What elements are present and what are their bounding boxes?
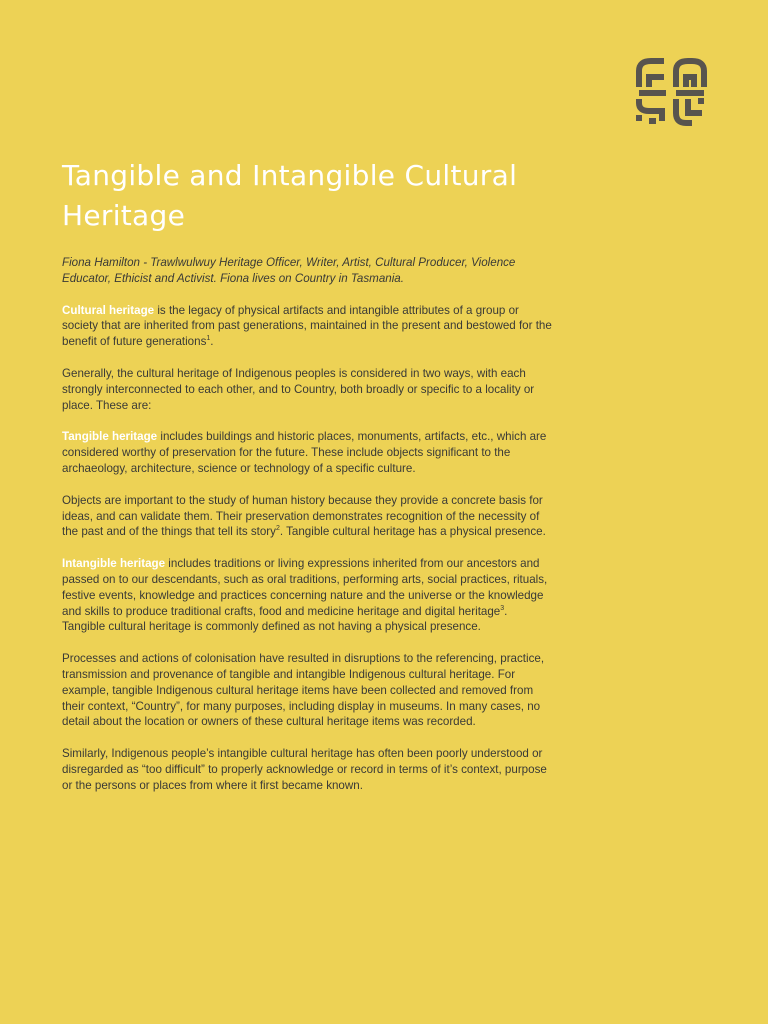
term-tangible-heritage: Tangible heritage: [62, 430, 158, 444]
logo-icon: [634, 57, 708, 127]
footnote-marker: 3: [500, 604, 505, 612]
author-byline: Fiona Hamilton - Trawlwulwuy Heritage Officer, Writer, Artist, Cultural Producer, Violence Educator, Ethicist and Activist. Fiona lives on Country in Tasmania.: [62, 256, 516, 285]
paragraph-text: .: [210, 335, 214, 349]
paragraph-text: Objects are important to the study of human history because they provide a concrete basis for ideas, and can validate them. Their preservation demonstrates recognition of the necessity of the past and of the things that tell its story: [62, 493, 543, 539]
paragraph-text: Generally, the cultural heritage of Indigenous peoples is considered in two ways, with each strongly interconnected to each other, and to Country, both broadly or specific to a locality or place. These are:: [62, 366, 535, 412]
paragraph-text: includes traditions or living expressions inherited from our ancestors and passed on to our descendants, such as oral traditions, performing arts, social practices, rituals, festive events, knowledge and practices concerning nature and the universe or the knowledge and skills to produce traditional crafts, food and medicine heritage and digital heritage: [62, 557, 548, 618]
paragraph-text: Similarly, Indigenous people’s intangible cultural heritage has often been poorly understood or disregarded as “too difficult” to properly acknowledge or record in terms of it’s context, purpose or the persons or places from where it first became known.: [62, 747, 547, 792]
paragraph-text: is the legacy of physical artifacts and intangible attributes of a group or society that are inherited from past generations, maintained in the present and bestowed for the benefit of future generations: [62, 303, 552, 349]
footnote-marker: 2: [275, 525, 280, 533]
page-title: Tangible and Intangible Cultural Heritage: [62, 159, 518, 232]
article-body: [62, 255, 552, 810]
paragraph-tangible-heritage: [62, 429, 552, 476]
term-intangible-heritage: Intangible heritage: [62, 557, 166, 571]
paragraph-text: includes buildings and historic places, monuments, artifacts, etc., which are considered worthy of preservation for the future. These include objects significant to the archaeology, architecture, science or technology of a specific culture.: [62, 430, 547, 475]
paragraph-objects: [62, 493, 552, 540]
paragraph-text: . Tangible cultural heritage is commonly defined as not having a physical presence.: [62, 604, 508, 634]
paragraph-cultural-heritage: [62, 303, 552, 350]
footnote-marker: 1: [206, 335, 211, 343]
term-cultural-heritage: Cultural heritage: [62, 303, 155, 317]
paragraph-text: . Tangible cultural heritage has a physical presence.: [279, 525, 546, 539]
paragraph-intangible-heritage: [62, 556, 552, 635]
paragraph-similarly: [62, 746, 552, 793]
paragraph-generally: [62, 366, 552, 413]
paragraph-text: Processes and actions of colonisation have resulted in disruptions to the referencing, practice, transmission and provenance of tangible and intangible Indigenous cultural heritage. For example, tangible Indigenous cultural heritage items have been collected and removed from their context, “Country”, for many purposes, including display in museums. In many cases, no detail about the location or owners of these cultural heritage items was recorded.: [62, 652, 545, 729]
paragraph-colonisation: [62, 651, 552, 730]
